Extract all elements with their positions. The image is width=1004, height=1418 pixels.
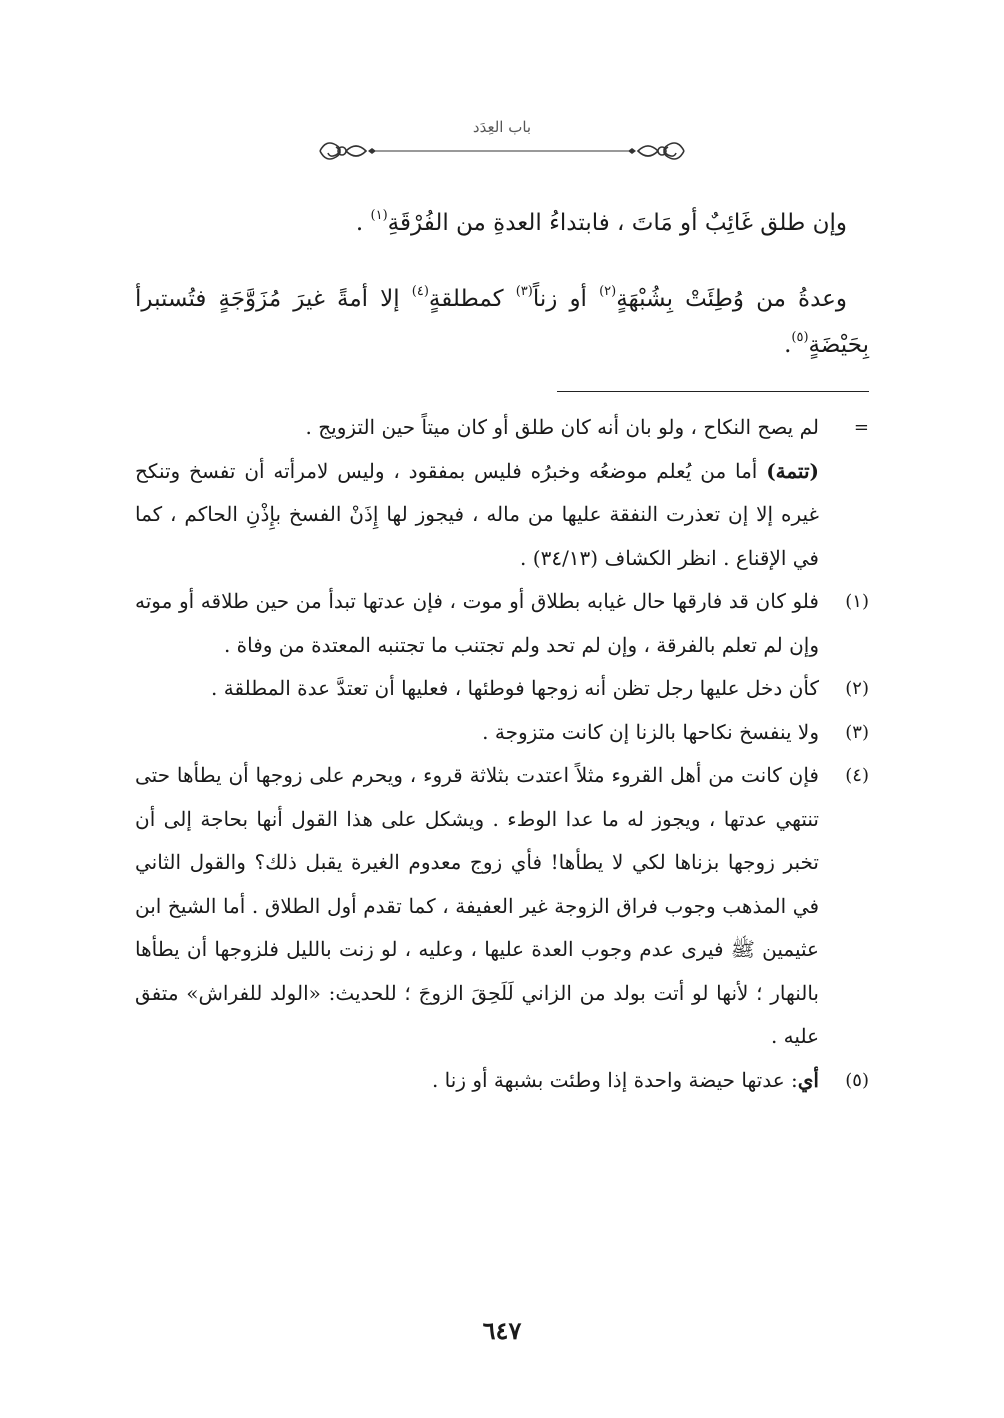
footnote-ref-2[interactable]: (٢) — [599, 284, 617, 299]
footnote-5-body: : عدتها حيضة واحدة إذا وطئت بشبهة أو زنا . — [431, 1067, 798, 1092]
continuation-line-1: لم يصح النكاح ، ولو بان أنه كان طلق أو كان ميتاً حين التزويج . — [305, 415, 819, 439]
footnote-2-text: كأن دخل عليها رجل تظن أنه زوجها فوطئها ، فعليها أن تعتدَّ عدة المطلقة . — [211, 676, 819, 700]
footnote-3 — [135, 711, 869, 755]
footnote-5-label: أي — [797, 1067, 819, 1092]
footnotes — [135, 406, 869, 1102]
footnote-1-number: (١) — [845, 591, 869, 612]
continuation-supplement — [135, 450, 819, 581]
continuation-marker: = — [853, 417, 869, 438]
footnote-4-number: (٤) — [845, 765, 869, 786]
footnote-5-number: (٥) — [845, 1069, 869, 1091]
footnote-2 — [135, 667, 869, 711]
footnote-4 — [135, 754, 869, 1059]
footnote-4-text: فإن كانت من أهل القروء مثلاً اعتدت بثلاثة قروء ، ويحرم على زوجها أن يطأها حتى تنتهي عدتها ، ويجوز له ما عدا الوطء . ويشكل على هذا القول أنها بحاجة إلى أن تخبر زوجها بزناها لكي لا يطأها! فأي زوج معدوم الغيرة يقبل ذلك؟ والقول الثاني في المذهب وجوب فراق الزوجة غير العفيفة ، كما تقدم أول الطلاق . أما الشيخ ابن عثيمين ﷺ فيرى عدم وجوب العدة عليها ، وعليه ، لو زنت بالليل فلزوجها أن يطأها بالنهار ؛ لأنها لو أتت بولد من الزاني لَلَحِقَ الزوجَ ؛ للحديث: «الولد للفراش» متفق عليه . — [135, 763, 820, 1048]
footnote-1-text: فلو كان قد فارقها حال غيابه بطلاق أو موت ، فإن عدتها تبدأ من حين طلاقه أو موته وإن لم تعلم بالفرقة ، وإن لم تحد ولم تجتنب ما تجتنبه المعتدة من وفاة . — [135, 589, 819, 657]
running-header: باب العِدَد — [472, 118, 532, 136]
para1-end: . — [355, 210, 371, 236]
para1-text: وإن طلق غَائِبٌ أو مَاتَ ، فابتداءُ العدةِ من الفُرْقَةِ — [387, 210, 847, 236]
main-text-paragraph-1 — [135, 200, 869, 246]
para2-end: . — [784, 332, 792, 358]
para2-part4: إلا أمةً غيرَ مُزَوَّجَةٍ فتُستبرأ بِحَيْضَةٍ — [135, 286, 869, 358]
footnote-continuation — [135, 406, 869, 580]
footnote-5-text — [135, 1059, 819, 1103]
footnote-3-number: (٣) — [845, 721, 869, 743]
footnote-ref-5[interactable]: (٥) — [791, 330, 809, 345]
para2-part1: وعدةُ من وُطِئَتْ بِشُبْهَةٍ — [616, 286, 848, 312]
page-number: ٦٤٧ — [482, 1316, 522, 1345]
supplement-label: (تتمة) — [766, 458, 819, 483]
footnote-3-text: ولا ينفسخ نكاحها بالزنا إن كانت متزوجة . — [482, 719, 819, 744]
footnote-ref-4[interactable]: (٤) — [411, 284, 429, 299]
supplement-text: أما من يُعلم موضعُه وخبرُه فليس بمفقود ، وليس لامرأته أن تفسخ وتنكح غيره إلا إن تعذرت النفقة عليها من ماله ، فيجوز لها إِذَنْ الفسخ بإِذْنِ الحاكم ، كما في الإقناع . انظر الكشاف (٣٤/١٣) . — [135, 458, 819, 570]
footnote-ref-3[interactable]: (٣) — [515, 284, 533, 299]
para2-part2: أو زناً — [532, 286, 600, 312]
footnote-1 — [135, 580, 869, 667]
main-text-paragraph-2 — [135, 276, 869, 368]
footnote-separator — [557, 391, 869, 392]
footnote-5 — [135, 1059, 869, 1103]
footnote-ref-1[interactable]: (١) — [370, 208, 388, 223]
para2-part3: كمطلقةٍ — [428, 286, 516, 312]
footnote-2-number: (٢) — [845, 678, 869, 699]
header-ornament-icon — [312, 134, 692, 168]
